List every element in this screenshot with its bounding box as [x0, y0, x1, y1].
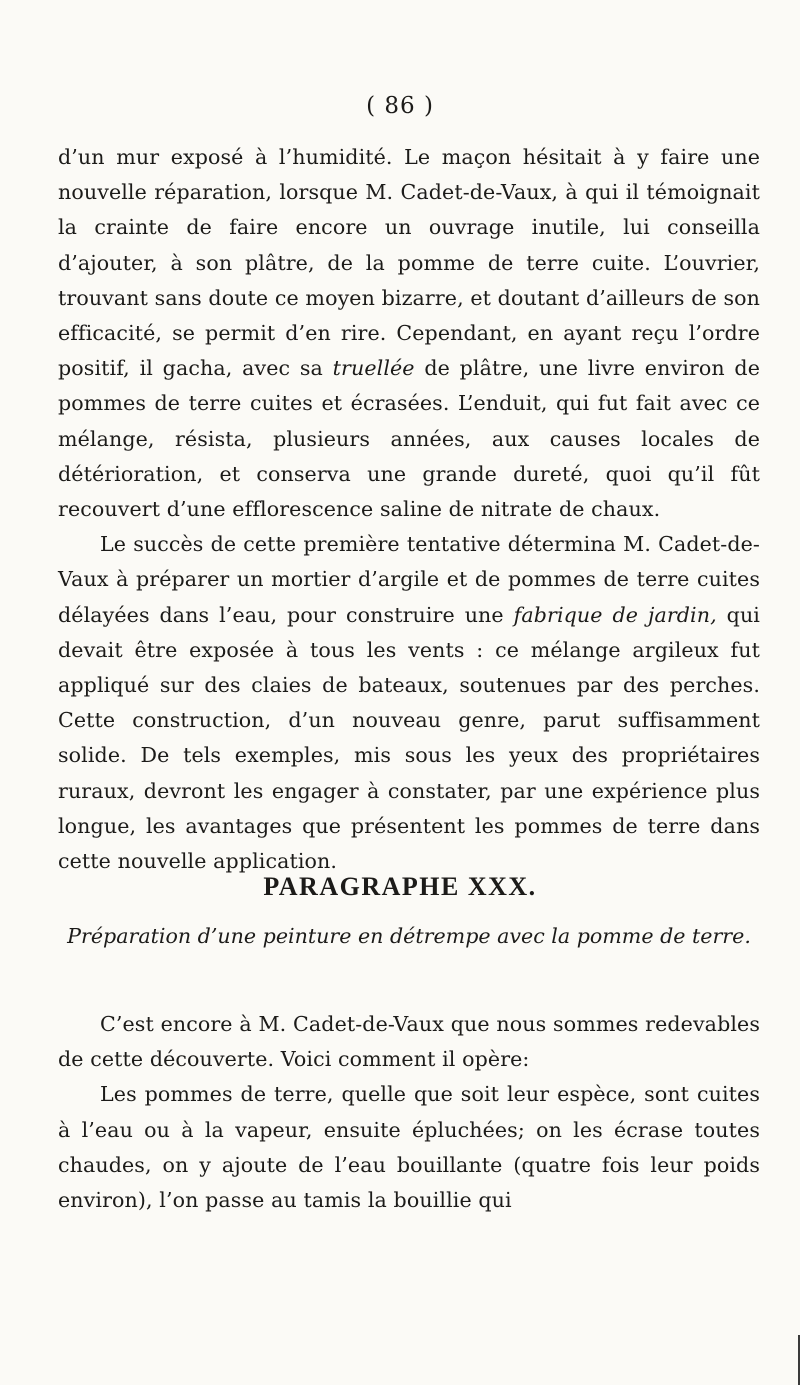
section-subtitle: Préparation d’une peinture en détrempe avec la pomme de terre.: [67, 924, 751, 948]
body-text-top: [58, 140, 760, 879]
paragraph-text: d’un mur exposé à l’humidité. Le maçon hésitait à y faire une nouvelle réparation, lorsque M. Cadet-de-Vaux, à qui il témoignait la crainte de faire encore un ouvrage inutile, lui conseilla d’ajouter, à son plâtre, de la pomme de terre cuite. L’ouvrier, trouvant sans doute ce moyen bizarre, et doutant d’ailleurs de son efficacité, se permit d’en rire. Cependant, en ayant reçu l’ordre positif, il gacha, avec sa: [58, 145, 760, 381]
paragraph-text-after: de plâtre, une livre environ de pommes de terre cuites et écrasées. L’enduit, qui fut fait avec ce mélange, résista, plusieurs années, aux causes locales de détérioration, et conserva une grande dureté, quoi qu’il fût recouvert d’une efflorescence saline de nitrate de chaux.: [58, 356, 760, 522]
italic-term: fabrique de jardin,: [513, 602, 717, 627]
page-number: ( 86 ): [366, 93, 434, 119]
paragraph: [58, 527, 760, 879]
paragraph-text: Le succès de cette première tentative détermina M. Cadet-de-Vaux à préparer un mortier d’argile et de pommes de terre cuites délayées dans l’eau, pour construire une: [58, 532, 760, 627]
paragraph: C’est encore à M. Cadet-de-Vaux que nous sommes redevables de cette découverte. Voici comment il opère:: [58, 1012, 760, 1072]
paragraph-text-after: qui devait être exposée à tous les vents : ce mélange argileux fut appliqué sur des claies de bateaux, soutenues par des perches. Cette construction, d’un nouveau genre, parut suffisamment solide. De tels exemples, mis sous les yeux des propriétaires ruraux, devront les engager à constater, par une expérience plus longue, les avantages que présentent les pommes de terre dans cette nouvelle application.: [58, 602, 760, 874]
body-text-bottom: [58, 1007, 760, 1218]
italic-term: truellée: [332, 356, 415, 381]
paragraph-continuation: [58, 140, 760, 527]
section-heading: PARAGRAPHE XXX.: [263, 872, 537, 901]
paragraph: Les pommes de terre, quelle que soit leur espèce, sont cuites à l’eau ou à la vapeur, ensuite épluchées; on les écrase toutes chaudes, on y ajoute de l’eau bouillante (quatre fois leur poids environ), l’on passe au tamis la bouillie qui: [58, 1082, 760, 1213]
